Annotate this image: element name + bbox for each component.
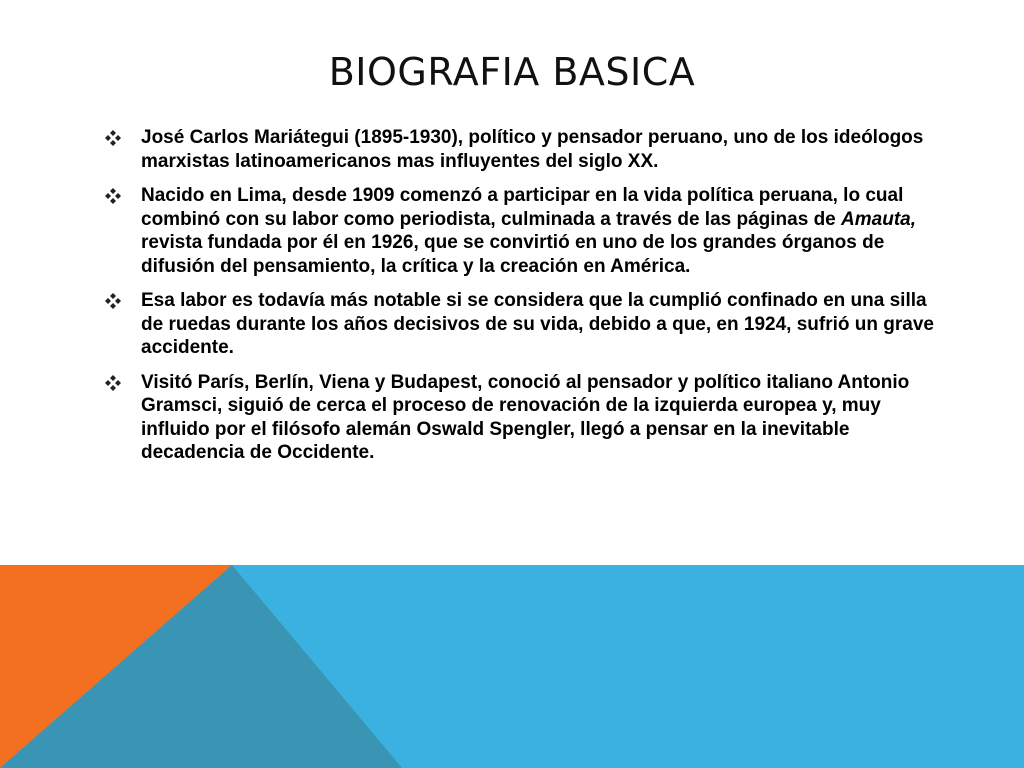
diamond-bullet-icon: [105, 293, 121, 309]
bullet-item-4: [96, 371, 948, 465]
magazine-name-amauta: Amauta,: [841, 208, 916, 230]
bullet-text-2-after: revista fundada por él en 1926, que se convirtió en uno de los grandes órganos de difusión del pensamiento, la crítica y la creación en América.: [141, 232, 885, 277]
bullet-item-2: [96, 184, 948, 278]
bullet-item-3: [96, 289, 948, 360]
slide-title: BIOGRAFIA BASICA: [328, 50, 696, 94]
bullet-text-2: [141, 185, 916, 277]
bullet-text-4: Visitó París, Berlín, Viena y Budapest, conoció al pensador y político italiano Antonio Gramsci, siguió de cerca el proceso de renovación de la izquierda europea y, muy influido por el filósofo alemán Oswald Spengler, llegó a pensar en la inevitable decadencia de Occidente.: [141, 371, 910, 463]
footer-decoration: [0, 565, 1024, 768]
bullet-text-3: Esa labor es todavía más notable si se considera que la cumplió confinado en una silla de ruedas durante los años decisivos de su vida, debido a que, en 1924, sufrió un grave accidente.: [141, 290, 934, 358]
diamond-bullet-icon: [105, 188, 121, 204]
bullet-item-1: [96, 126, 948, 173]
bullet-text-1: José Carlos Mariátegui (1895-1930), político y pensador peruano, uno de los ideólogos marxistas latinoamericanos mas influyentes del siglo XX.: [141, 127, 924, 172]
bullet-text-2-before: Nacido en Lima, desde 1909 comenzó a participar en la vida política peruana, lo cual combinó con su labor como periodista, culminada a través de las páginas de: [141, 185, 904, 230]
diamond-bullet-icon: [105, 130, 121, 146]
diamond-bullet-icon: [105, 375, 121, 391]
bullet-list: [96, 126, 948, 476]
